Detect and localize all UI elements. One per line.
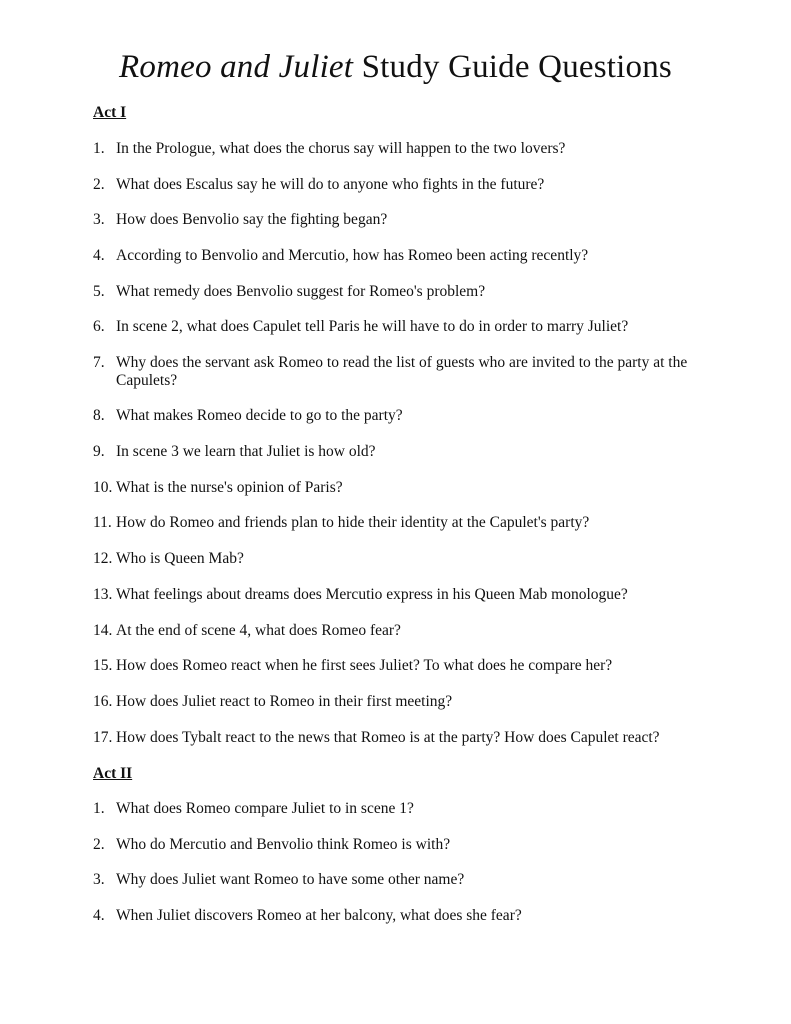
question-number: 2. bbox=[93, 176, 105, 193]
question-text: How does Benvolio say the fighting began? bbox=[116, 211, 388, 228]
question-item bbox=[93, 550, 713, 568]
question-number: 2. bbox=[93, 836, 105, 853]
question-text: What feelings about dreams does Mercutio express in his Queen Mab monologue? bbox=[116, 586, 628, 603]
question-text: In the Prologue, what does the chorus say will happen to the two lovers? bbox=[116, 140, 566, 157]
question-number: 16. bbox=[93, 693, 113, 710]
question-item bbox=[93, 836, 713, 854]
question-item bbox=[93, 800, 713, 818]
question-item bbox=[93, 479, 713, 497]
question-number: 7. bbox=[93, 354, 105, 371]
question-number: 3. bbox=[93, 211, 105, 228]
question-number: 17. bbox=[93, 729, 113, 746]
question-item bbox=[93, 318, 713, 336]
question-number: 15. bbox=[93, 657, 113, 674]
question-item bbox=[93, 729, 713, 747]
title-rest: Study Guide Questions bbox=[361, 49, 672, 85]
question-number: 4. bbox=[93, 247, 105, 264]
section-heading-act-2: Act II bbox=[93, 765, 133, 782]
question-text: What does Escalus say he will do to anyone who fights in the future? bbox=[116, 176, 545, 193]
question-number: 1. bbox=[93, 800, 105, 817]
question-text: How does Tybalt react to the news that Romeo is at the party? How does Capulet react? bbox=[116, 729, 660, 746]
question-text: Who is Queen Mab? bbox=[116, 550, 244, 567]
question-text: What is the nurse's opinion of Paris? bbox=[116, 479, 343, 496]
question-text: How does Juliet react to Romeo in their first meeting? bbox=[116, 693, 453, 710]
question-number: 14. bbox=[93, 622, 113, 639]
question-item bbox=[93, 176, 713, 194]
question-text: What remedy does Benvolio suggest for Romeo's problem? bbox=[116, 283, 486, 300]
question-text: When Juliet discovers Romeo at her balcony, what does she fear? bbox=[116, 907, 522, 924]
question-text: How does Romeo react when he first sees Juliet? To what does he compare her? bbox=[116, 657, 613, 674]
question-item bbox=[93, 140, 713, 158]
question-number: 8. bbox=[93, 407, 105, 424]
question-number: 3. bbox=[93, 871, 105, 888]
question-item bbox=[93, 693, 713, 711]
question-number: 10. bbox=[93, 479, 113, 496]
question-item bbox=[93, 907, 713, 925]
question-item bbox=[93, 354, 713, 390]
question-item bbox=[93, 514, 713, 532]
question-text: At the end of scene 4, what does Romeo fear? bbox=[116, 622, 401, 639]
question-text: Why does the servant ask Romeo to read the list of guests who are invited to the party at the Capulets? bbox=[116, 354, 688, 389]
question-item bbox=[93, 657, 713, 675]
question-number: 13. bbox=[93, 586, 113, 603]
question-item bbox=[93, 443, 713, 461]
question-text: In scene 3 we learn that Juliet is how old? bbox=[116, 443, 376, 460]
question-item bbox=[93, 283, 713, 301]
question-item bbox=[93, 211, 713, 229]
question-item bbox=[93, 247, 713, 265]
question-number: 11. bbox=[93, 514, 112, 531]
section-heading-act-1: Act I bbox=[93, 104, 127, 121]
question-number: 1. bbox=[93, 140, 105, 157]
question-number: 5. bbox=[93, 283, 105, 300]
question-text: In scene 2, what does Capulet tell Paris he will have to do in order to marry Juliet? bbox=[116, 318, 629, 335]
question-number: 9. bbox=[93, 443, 105, 460]
question-item bbox=[93, 407, 713, 425]
question-number: 4. bbox=[93, 907, 105, 924]
question-text: What makes Romeo decide to go to the party? bbox=[116, 407, 403, 424]
question-item bbox=[93, 586, 713, 604]
question-item bbox=[93, 622, 713, 640]
question-item bbox=[93, 871, 713, 889]
question-text: Why does Juliet want Romeo to have some other name? bbox=[116, 871, 465, 888]
title-play-name: Romeo and Juliet bbox=[119, 49, 354, 85]
question-number: 6. bbox=[93, 318, 105, 335]
page-title bbox=[0, 44, 791, 90]
question-text: What does Romeo compare Juliet to in scene 1? bbox=[116, 800, 414, 817]
question-text: Who do Mercutio and Benvolio think Romeo is with? bbox=[116, 836, 451, 853]
question-text: How do Romeo and friends plan to hide their identity at the Capulet's party? bbox=[116, 514, 590, 531]
question-number: 12. bbox=[93, 550, 113, 567]
question-text: According to Benvolio and Mercutio, how has Romeo been acting recently? bbox=[116, 247, 589, 264]
